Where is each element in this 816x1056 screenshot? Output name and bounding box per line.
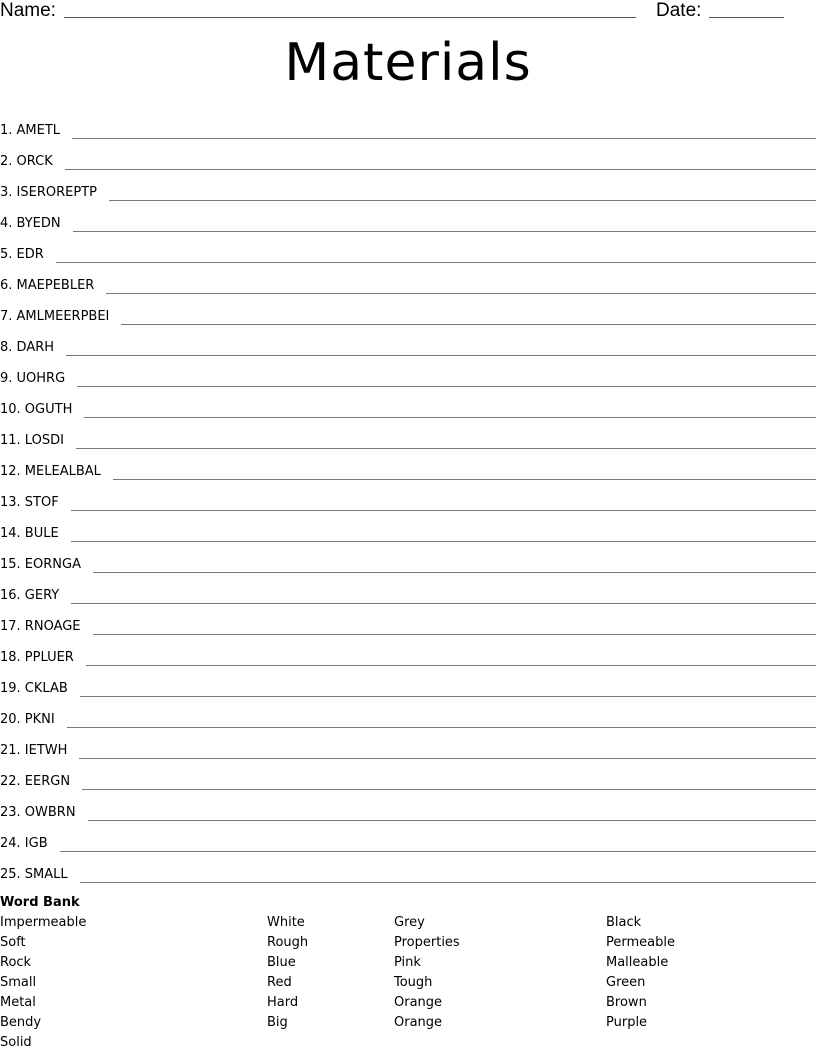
question-label: 16. GERY	[0, 588, 60, 603]
question-label: 2. ORCK	[0, 154, 53, 169]
question-label: 13. STOF	[0, 495, 59, 510]
word-bank-word: Hard	[267, 995, 299, 1010]
answer-line[interactable]	[66, 355, 816, 356]
word-bank-column	[0, 913, 86, 1053]
question-row	[0, 172, 816, 203]
answer-line[interactable]	[93, 572, 816, 573]
answer-line[interactable]	[67, 727, 816, 728]
question-row	[0, 451, 816, 482]
question-row	[0, 420, 816, 451]
word-bank-word: Soft	[0, 935, 26, 950]
question-label: 12. MELEALBAL	[0, 464, 101, 479]
answer-line[interactable]	[65, 169, 816, 170]
question-row	[0, 203, 816, 234]
question-label: 11. LOSDI	[0, 433, 64, 448]
question-row	[0, 234, 816, 265]
answer-line[interactable]	[82, 789, 816, 790]
word-bank-word: Orange	[394, 1015, 443, 1030]
question-label: 7. AMLMEERPBEI	[0, 309, 110, 324]
question-row	[0, 699, 816, 730]
header	[0, 0, 816, 28]
answer-line[interactable]	[73, 231, 816, 232]
word-bank-title: Word Bank	[0, 895, 80, 910]
question-label: 8. DARH	[0, 340, 55, 355]
question-label: 23. OWBRN	[0, 805, 76, 820]
question-row	[0, 575, 816, 606]
answer-line[interactable]	[71, 541, 816, 542]
question-label: 10. OGUTH	[0, 402, 73, 417]
word-bank-word: Big	[267, 1015, 288, 1030]
question-row	[0, 668, 816, 699]
page-title: Materials	[284, 33, 532, 93]
answer-line[interactable]	[71, 603, 816, 604]
question-label: 4. BYEDN	[0, 216, 61, 231]
question-row	[0, 482, 816, 513]
word-bank-column	[267, 913, 308, 1033]
question-label: 17. RNOAGE	[0, 619, 81, 634]
question-row	[0, 823, 816, 854]
question-row	[0, 327, 816, 358]
question-row	[0, 296, 816, 327]
word-bank-word: Red	[267, 975, 292, 990]
question-row	[0, 761, 816, 792]
date-field[interactable]	[709, 17, 784, 18]
answer-line[interactable]	[80, 696, 816, 697]
word-bank-word: Brown	[606, 995, 647, 1010]
word-bank-word: Properties	[394, 935, 460, 950]
question-label: 14. BULE	[0, 526, 59, 541]
question-label: 9. UOHRG	[0, 371, 66, 386]
word-bank-word: Tough	[394, 975, 433, 990]
answer-line[interactable]	[86, 665, 816, 666]
question-label: 6. MAEPEBLER	[0, 278, 95, 293]
answer-line[interactable]	[80, 882, 816, 883]
name-field[interactable]	[64, 17, 636, 18]
word-bank-word: Green	[606, 975, 646, 990]
word-bank-word: Small	[0, 975, 37, 990]
word-bank-word: Malleable	[606, 955, 669, 970]
word-bank-column	[606, 913, 675, 1033]
question-row	[0, 606, 816, 637]
question-label: 24. IGB	[0, 836, 48, 851]
question-list	[0, 110, 816, 885]
question-row	[0, 730, 816, 761]
word-bank-word: Bendy	[0, 1015, 42, 1030]
answer-line[interactable]	[109, 200, 816, 201]
answer-line[interactable]	[77, 386, 816, 387]
question-label: 21. IETWH	[0, 743, 68, 758]
question-row	[0, 544, 816, 575]
question-row	[0, 389, 816, 420]
word-bank-word: Pink	[394, 955, 421, 970]
word-bank	[0, 894, 816, 1050]
answer-line[interactable]	[60, 851, 816, 852]
answer-line[interactable]	[93, 634, 816, 635]
question-row	[0, 513, 816, 544]
question-label: 20. PKNI	[0, 712, 55, 727]
word-bank-word: Purple	[606, 1015, 648, 1030]
question-label: 25. SMALL	[0, 867, 68, 882]
question-label: 1. AMETL	[0, 123, 61, 138]
answer-line[interactable]	[79, 758, 816, 759]
question-row	[0, 141, 816, 172]
word-bank-word: Permeable	[606, 935, 675, 950]
answer-line[interactable]	[72, 138, 816, 139]
answer-line[interactable]	[56, 262, 816, 263]
date-label: Date:	[656, 0, 702, 21]
word-bank-word: Impermeable	[0, 915, 87, 930]
name-label: Name:	[0, 0, 56, 21]
question-label: 3. ISEROREPTP	[0, 185, 97, 200]
question-row	[0, 792, 816, 823]
word-bank-word: Grey	[394, 915, 425, 930]
word-bank-word: Solid	[0, 1035, 32, 1050]
word-bank-word: Rock	[0, 955, 32, 970]
word-bank-word: Metal	[0, 995, 36, 1010]
question-label: 18. PPLUER	[0, 650, 74, 665]
answer-line[interactable]	[106, 293, 816, 294]
answer-line[interactable]	[121, 324, 816, 325]
question-row	[0, 110, 816, 141]
question-row	[0, 358, 816, 389]
question-row	[0, 637, 816, 668]
answer-line[interactable]	[71, 510, 816, 511]
word-bank-word: Blue	[267, 955, 296, 970]
answer-line[interactable]	[88, 820, 816, 821]
answer-line[interactable]	[84, 417, 816, 418]
word-bank-word: Rough	[267, 935, 309, 950]
question-label: 15. EORNGA	[0, 557, 81, 572]
word-bank-word: Orange	[394, 995, 443, 1010]
question-label: 19. CKLAB	[0, 681, 68, 696]
word-bank-column	[394, 913, 460, 1033]
answer-line[interactable]	[113, 479, 816, 480]
question-row	[0, 854, 816, 885]
question-label: 5. EDR	[0, 247, 44, 262]
word-bank-word: White	[267, 915, 305, 930]
question-row	[0, 265, 816, 296]
word-bank-word: Black	[606, 915, 642, 930]
answer-line[interactable]	[76, 448, 816, 449]
question-label: 22. EERGN	[0, 774, 71, 789]
